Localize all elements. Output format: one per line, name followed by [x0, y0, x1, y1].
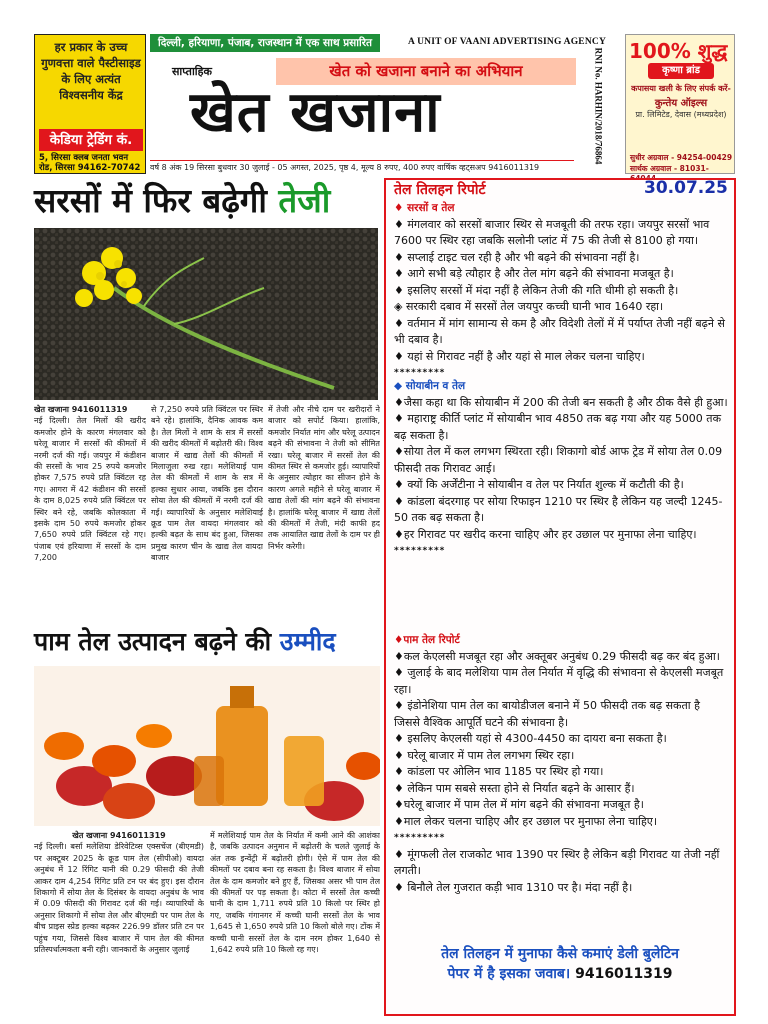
- article1-col3-text: में तेजी और नीचे दाम पर खरीदारों ने बाजार को सपोर्ट किया। हालांकि, कमजोर निर्यात मांग और घरेलू उत्पादन बढ़ने की संभावना ने तेजी को सीमित रखा। घरेलू बाजार में सरसों तेल की कीमत स्थिर से कमजोर हुई। व्यापारियों के अनुसार त्योहार का सीजन होने के कारण अगले महीने से घरेलू बाजार में खाद्य तेलों की मांग बढ़ने की संभावना है। हालांकि घरेलू बाजार में खाद्य तेलों की कीमतों में तेजी, मंदी काफी हद तक आयातित खाद्य तेलों के दाम पर ही निर्भर करेगी।: [268, 405, 380, 551]
- report-item: ♦सोया तेल में कल लगभग स्थिरता रही। शिकागो बोर्ड आफ ट्रेड में सोया तेल 0.09 फीसदी तक गिरावट आई।: [394, 445, 723, 475]
- report-item: ♦ महाराष्ट्र कीर्ति प्लांट में सोयाबीन भाव 4850 तक बढ़ गया और यह 5000 तक बढ़ सकता है।: [394, 412, 722, 442]
- report-item: ♦ जुलाई के बाद मलेशिया पाम तेल निर्यात में वृद्धि की संभावना से केएलसी मजबूत रहा।: [394, 666, 724, 696]
- report-item: ♦ क्यों कि अर्जेंटीना ने सोयाबीन व तेल पर निर्यात शुल्क में कटौती की है।: [394, 478, 684, 491]
- report-title: तेल तिलहन रिपोर्ट: [394, 182, 486, 198]
- article1-headline: [34, 178, 330, 224]
- article2-byline: खेत खजाना 9416011319: [72, 831, 166, 840]
- article1-headline-main: सरसों में फिर बढ़ेगी: [34, 181, 267, 220]
- palm-oil-photo: [34, 666, 380, 826]
- right-ad-brand: कृष्णा ब्रांड: [648, 63, 714, 79]
- promo-line1: तेल तिलहन में मुनाफा कैसे कमाएं डेली बुलेटिन: [441, 946, 679, 962]
- promo-phone: 9416011319: [575, 966, 673, 982]
- states-strip: दिल्ली, हरियाणा, पंजाब, राजस्थान में एक साथ प्रसारित: [150, 34, 380, 52]
- article2-headline-accent: उम्मीद: [279, 627, 336, 656]
- report-item: ♦ वर्तमान में मांग सामान्य से कम है और विदेशी तेलों में में पर्याप्त तेजी नहीं बढ़ने से भी दबाव है।: [394, 316, 725, 346]
- report-item: ♦हर गिरावट पर खरीद करना चाहिए और हर उछाल पर मुनाफा लेना चाहिए।: [394, 527, 697, 541]
- report-section-soy: [394, 378, 728, 560]
- report-section-mustard: [394, 200, 728, 382]
- report-item: ♦ यहां से गिरावट नहीं है और यहां से माल लेकर चलना चाहिए।: [394, 349, 645, 363]
- section-heading-palm: ♦पाम तेल रिपोर्ट: [394, 634, 460, 646]
- report-item: ♦ आगे सभी बड़े त्यौहार है और तेल मांग बढ़ने की संभावना मजबूत है।: [394, 267, 674, 280]
- report-section-palm: [394, 632, 728, 896]
- article1-byline: खेत खजाना 9416011319: [34, 405, 128, 414]
- right-ad-line2: कुन्तेय ऑइल्स: [654, 98, 708, 109]
- report-item: ♦ लेकिन पाम सबसे सस्ता होने से निर्यात बढ़ने के आसार हैं।: [394, 781, 635, 795]
- article2-col2-text: में मलेशियाई पाम तेल के निर्यात में कमी आने की आशंका है, जबकि उत्पादन अनुमान में बढ़ोतरी के चलते जुलाई के अंत तक इन्वेंट्री में बढ़ोतरी होगी। ऐसे में पाम तेल की कीमतों पर दबाव बना रह सकता है। विश्व बाजार में सोया तेल के दाम कमजोर बने हुए हैं, जिसका असर भी पाम तेल की कीमतों पर पड़ सकता है। कोटा में सरसों तेल कच्ची घानी के दाम 1,711 रुपये प्रति 10 किलो पर स्थिर हो गए, जबकि गंगानगर में कच्ची घानी सरसों तेल के भाव 1,645 से 1,650 रुपये प्रति 10 किलो बोले गए। टोंक में कच्ची घानी सरसों तेल के दाम नरम होकर 1,640 से 1,642 रुपये प्रति 10 किलो रह गए।: [210, 831, 380, 955]
- article1-col2-text: से 7,250 रुपये प्रति क्विंटल पर स्थिर बने रहे। हालांकि, दैनिक आवक कम है। तेल मिलों ने शाम के सत्र में सरसों की खरीद कीमतों में बढ़ोतरी की। विश्व बाजार में खाद्य तेलों की कीमतों में मिलाजुला रुख रहा। मलेशियाई पाम तेल की कीमतों में शाम के सत्र में हल्का सुधार आया, जबकि इस दौरान सोया तेल की कीमतों में नरमी दर्ज की गई। व्यापारियों के अनुसार मलेशियाई क्रूड पाम तेल वायदा मंगलवार को हल्की बढ़त के साथ बंद हुआ, जिसका प्रमुख कारण चीन के खाद्य तेल वायदा बाजार: [151, 405, 263, 563]
- promo-box: [386, 944, 734, 984]
- report-item: ♦ बिनौले तेल गुजरात कड़ी भाव 1310 पर है। मंदा नहीं है।: [394, 880, 633, 894]
- right-ad-line1: कपासया खली के लिए संपर्क करें-: [631, 84, 731, 93]
- report-item: ♦ इसलिए सरसों में मंदा नहीं है लेकिन तेजी की गति धीमी हो सकती है।: [394, 283, 679, 297]
- article1-column-1: [34, 404, 146, 627]
- issue-info-bar: वर्ष 8 अंक 19 सिरसा बुधवार 30 जुलाई - 05 अगस्त, 2025, पृष्ठ 4, मूल्य 8 रुपए, 400 रुपए वार्षिक व्हट्सअप 9416011319: [150, 160, 574, 174]
- right-ad-percent: 100% शुद्ध: [629, 39, 728, 63]
- right-ad-contact2: सार्थक अग्रवाल - 81031-: [630, 164, 709, 173]
- masthead: खेत खजाना: [190, 79, 441, 145]
- promo-line2-wrap: [386, 964, 734, 984]
- stars-divider: *********: [394, 546, 446, 556]
- report-item: ♦ इंडोनेशिया पाम तेल का बायोडीजल बनाने में 50 फीसदी तक बढ़ सकता है जिससे वैश्विक आपूर्ति घटने की संभावना है।: [394, 699, 700, 729]
- report-item: ♦ मंगलवार को सरसों बाजार स्थिर से मजबूती की तरफ रहा। जयपुर सरसों भाव 7600 पर स्थिर रहा जबकि सलोनी प्लांट में 75 की तेजी से 8100 हो गया।: [394, 217, 710, 247]
- left-advertisement: [34, 34, 146, 174]
- report-item: ♦ कांडला बंदरगाह पर सोया रिफाइन 1210 पर स्थिर है लेकिन यह जल्दी 1245-50 तक बढ़ सकता है।: [394, 494, 723, 524]
- article1-col1-text: नई दिल्ली। तेल मिलों की खरीद कमजोर होने के कारण मंगलवार को घरेलू बाजार में सरसों की कीमतों में नरमी दर्ज की गई। जयपुर में कंडीशन की सरसों के भाव 25 रुपये कमजोर होकर 7,575 रुपये प्रति क्विंटल रह गए। आगरा में 42 कंडीशन की सरसों के दाम 8,025 रुपये प्रति क्विंटल पर स्थिर बने रहे, जबकि कोलकाता में इसके दाम 50 रुपये कमजोर होकर 7,650 रुपये प्रति क्विंटल रहे गए। पंजाब एवं हरियाणा में सरसों के दाम 7,200: [34, 416, 146, 563]
- unit-line: A UNIT OF VAANI ADVERTISING AGENCY: [408, 37, 607, 47]
- report-item: ♦ इसलिए केएलसी यहां से 4300-4450 का दायरा बना सकता है।: [394, 732, 667, 745]
- left-ad-company: केडिया ट्रेडिंग कं.: [39, 129, 143, 151]
- right-advertisement: [625, 34, 735, 174]
- report-date: 30.07.25: [644, 178, 728, 198]
- section-heading-mustard: ♦ सरसों व तेल: [394, 202, 455, 214]
- report-item: ♦माल लेकर चलना चाहिए और हर उछाल पर मुनाफा लेना चाहिए।: [394, 814, 658, 828]
- stars-divider: *********: [394, 368, 446, 378]
- mustard-illustration: [34, 228, 378, 400]
- report-item: ♦ घरेलू बाजार में पाम तेल लगभग स्थिर रहा।: [394, 748, 575, 762]
- right-ad-line3: प्रा. लिमिटेड, देवास (मध्यप्रदेश): [635, 110, 727, 119]
- article2-headline: [34, 624, 336, 660]
- tagline: खेत को खजाना बनाने का अभियान: [276, 58, 576, 85]
- stars-divider: *********: [394, 833, 446, 843]
- report-item: ♦जैसा कहा था कि सोयाबीन में 200 की तेजी बन सकती है और ठीक वैसे ही हुआ।: [394, 395, 728, 409]
- left-ad-text: हर प्रकार के उच्च गुणवत्ता वाले पैस्टीसाइड के लिए अत्यंत विश्वसनीय केंद्र: [41, 40, 141, 102]
- palm-oil-illustration: [34, 666, 380, 826]
- article2-col1-text: नई दिल्ली। बर्सा मलेशिया डेरिवेटिव्स एक्सचेंज (बीएमडी) पर अक्टूबर 2025 के क्रूड पाम तेल (सीपीओ) वायदा अनुबंध में 12 रिंगिट यानी की 0.29 फीसदी की तेजी आकर दाम 4,254 रिंगिट प्रति टन पर बंद हुए। इस दौरान शिकागो में सोया तेल के दिसंबर के वायदा अनुबंध के भाव में 0.09 फीसदी की गिरावट दर्ज की गई। व्यापारियों के अनुसार शिकागो में सोया तेल और बीएमडी पर पाम तेल के बीच प्राइस स्प्रेड हल्का बढ़कर 226.99 डॉलर प्रति टन पर पहुंच गया, जिससे विश्व बाजार में पाम तेल की कीमत प्रतिस्पर्धात्मकता बनी रही। जानकारों के अनुसार जुलाई: [34, 842, 204, 955]
- article1-headline-accent: तेजी: [278, 181, 331, 220]
- report-item: ♦ सप्लाई टाइट चल रही है और भी बढ़ने की संभावना नहीं है।: [394, 250, 640, 264]
- weekly-label: साप्ताहिक: [172, 65, 212, 78]
- article2-column-1: [34, 830, 204, 1011]
- mustard-photo: [34, 228, 378, 400]
- report-item: ♦ कांडला पर ओलिन भाव 1185 पर स्थिर हो गया।: [394, 765, 604, 778]
- article2-headline-main: पाम तेल उत्पादन बढ़ने की: [34, 627, 272, 656]
- right-ad-contact1: सुधीर अग्रवाल - 94254-00429: [630, 153, 733, 162]
- report-item: ♦ मूंगफली तेल राजकोट भाव 1390 पर स्थिर है लेकिन बड़ी गिरावट या तेजी नहीं लगती।: [394, 847, 720, 877]
- report-item: ♦कल केएलसी मजबूत रहा और अक्तूबर अनुबंध 0.29 फीसदी बढ़ कर बंद हुआ।: [394, 649, 720, 663]
- section-heading-soy: ◆ सोयाबीन व तेल: [394, 380, 466, 392]
- promo-line2: पेपर में है इसका जवाब।: [447, 966, 571, 982]
- left-ad-address: 5, सिरसा क्लब जनता भवन रोड, सिरसा 94162-70742: [39, 153, 141, 173]
- report-item: ♦घरेलू बाजार में पाम तेल में मांग बढ़ने की संभावना मजबूत है।: [394, 798, 644, 811]
- report-item: ◈ सरकारी दबाव में सरसों तेल जयपुर कच्ची घानी भाव 1640 रहा।: [394, 300, 664, 313]
- registration-number: RNI No. HARHIN/2018/76864: [593, 47, 604, 165]
